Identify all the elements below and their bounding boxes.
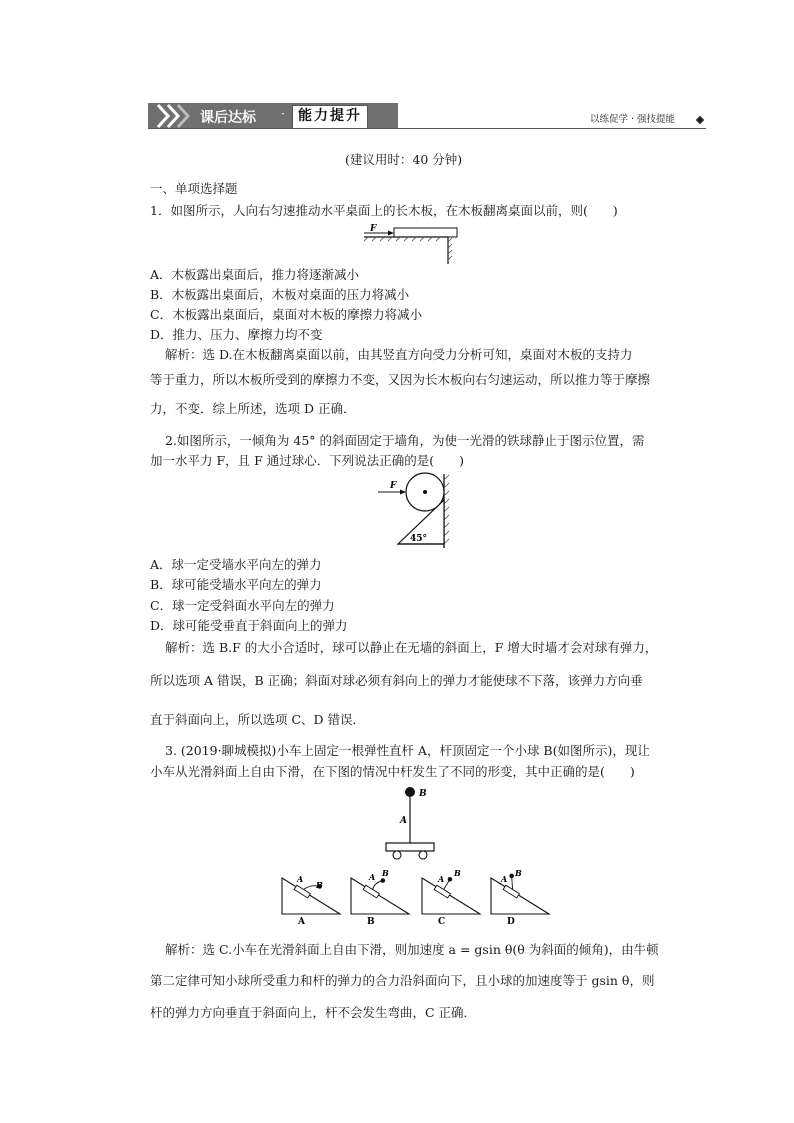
q3-choice-figure-d — [489, 868, 551, 926]
q2-analysis-line-2: 所以选项 A 错误，B 正确；斜面对球必须有斜向上的弹力才能使球不下落，该弹力方向垂 — [150, 673, 643, 688]
svg-text:A: A — [438, 874, 445, 884]
q3-choice-figure-a — [280, 868, 342, 926]
q3-stem-line-1: 3. (2019·聊城模拟)小车上固定一根弹性直杆 A，杆顶固定一个小球 B(如图所示)，现让 — [165, 743, 650, 758]
svg-text:B: B — [382, 868, 389, 878]
q2-option-d: D．球可能受垂直于斜面向上的弹力 — [150, 618, 348, 633]
q3-choice-label-b: B — [367, 917, 375, 926]
q3-choice-figure-c — [420, 868, 482, 926]
q2-option-a: A．球一定受墙水平向左的弹力 — [150, 557, 322, 572]
q2-figure-ball-incline-wall — [376, 470, 456, 550]
svg-text:B: B — [515, 868, 522, 878]
q1-option-a: A．木板露出桌面后，推力将逐渐减小 — [150, 267, 360, 282]
q3-figure-cart-rod-ball — [380, 785, 440, 863]
time-note: (建议用时：40 分钟) — [345, 152, 463, 167]
q2-force-label: F — [390, 481, 397, 491]
q2-stem-line-2: 加一水平力 F，且 F 通过球心．下列说法正确的是( ) — [150, 453, 465, 468]
q3-choice-label-d: D — [507, 917, 515, 926]
section-banner — [148, 103, 398, 129]
q1-stem: 1．如图所示，人向右匀速推动水平桌面上的长木板，在木板翻离桌面以前，则( ) — [150, 203, 618, 218]
part-heading: 一、单项选择题 — [150, 181, 238, 196]
diamond-icon — [696, 116, 704, 124]
q3-analysis-line-1: 解析：选 C.小车在光滑斜面上自由下滑，则加速度 a = gsin θ(θ 为斜面的倾角)，由牛顿 — [165, 942, 659, 957]
header-rule — [148, 128, 706, 129]
q2-angle-label: 45° — [410, 534, 428, 544]
q2-option-b: B．球可能受墙水平向左的弹力 — [150, 577, 322, 592]
q3-choice-label-c: C — [438, 917, 446, 926]
q3-ball-label: B — [419, 789, 427, 799]
q3-choice-figure-b — [349, 868, 411, 926]
section-title: 课后达标 — [200, 110, 256, 126]
svg-text:B: B — [454, 868, 461, 878]
header-right-label: 以练促学 · 强技提能 — [590, 114, 676, 125]
q1-analysis-line-1: 解析：选 D.在木板翻离桌面以前，由其竖直方向受力分析可知，桌面对木板的支持力 — [165, 347, 633, 362]
title-separator: · — [281, 107, 285, 121]
section-subtitle: 能力提升 — [292, 105, 368, 129]
q1-figure-board-table — [360, 224, 460, 266]
q3-analysis-line-3: 杆的弹力方向垂直于斜面向上，杆不会发生弯曲，C 正确． — [150, 1005, 477, 1020]
svg-text:A: A — [501, 874, 508, 884]
q1-analysis-line-2: 等于重力，所以木板所受到的摩擦力不变，又因为长木板向右匀速运动，所以推力等于摩擦 — [150, 372, 651, 387]
svg-text:B: B — [316, 880, 323, 890]
q1-analysis-line-3: 力，不变．综上所述，选项 D 正确． — [150, 401, 356, 416]
q1-option-d: D．推力、压力、摩擦力均不变 — [150, 327, 323, 342]
q1-force-label: F — [370, 224, 377, 234]
q1-option-c: C．木板露出桌面后，桌面对木板的摩擦力将减小 — [150, 307, 423, 322]
q3-stem-line-2: 小车从光滑斜面上自由下滑，在下图的情况中杆发生了不同的形变，其中正确的是( ) — [150, 764, 635, 779]
q1-option-b: B．木板露出桌面后，木板对桌面的压力将减小 — [150, 287, 410, 302]
q3-choice-label-a: A — [298, 917, 305, 926]
q2-analysis-line-1: 解析：选 B.F 的大小合适时，球可以静止在无墙的斜面上，F 增大时墙才会对球有弹力， — [165, 640, 658, 655]
q3-rod-label: A — [400, 816, 407, 826]
svg-text:A: A — [369, 872, 376, 882]
chevron-arrows-icon — [152, 103, 192, 129]
q2-analysis-line-3: 直于斜面向上，所以选项 C、D 错误． — [150, 712, 366, 727]
svg-text:A: A — [297, 874, 304, 884]
q2-stem-line-1: 2.如图所示，一倾角为 45° 的斜面固定于墙角，为使一光滑的铁球静止于图示位置，需 — [165, 433, 645, 448]
q2-option-c: C．球一定受斜面水平向左的弹力 — [150, 598, 335, 613]
q3-analysis-line-2: 第二定律可知小球所受重力和杆的弹力的合力沿斜面向下，且小球的加速度等于 gsin θ，则 — [150, 973, 655, 988]
